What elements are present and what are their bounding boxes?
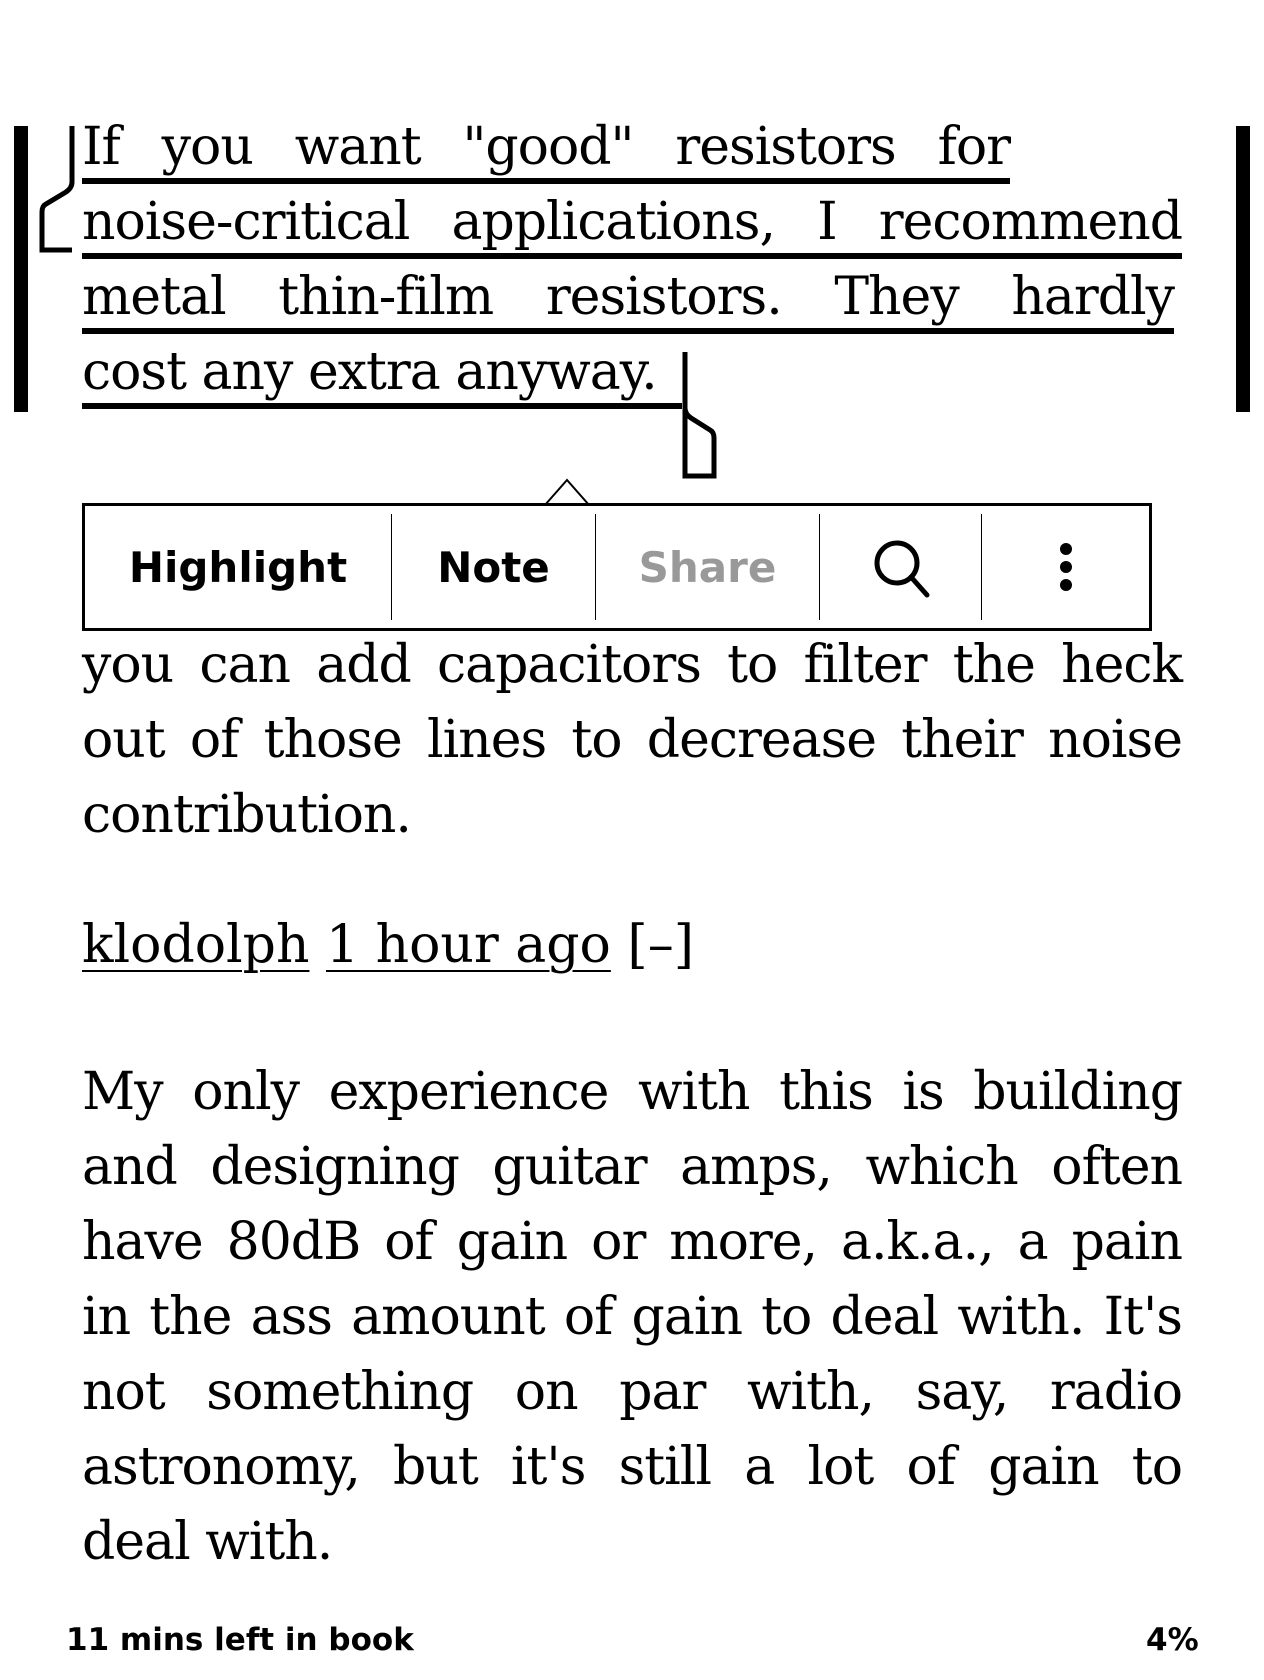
body-paragraph-visible[interactable]: you can add capacitors to filter the heck out of those lines to decrease their noise contribution. bbox=[82, 635, 1182, 845]
search-button[interactable] bbox=[820, 514, 982, 620]
selection-start-handle[interactable] bbox=[38, 126, 80, 256]
highlight-button[interactable]: Highlight bbox=[85, 514, 392, 620]
selected-paragraph[interactable] bbox=[82, 110, 1182, 410]
search-icon bbox=[869, 535, 933, 599]
progress-percent[interactable]: 4% bbox=[1146, 1622, 1199, 1658]
author-link[interactable]: klodolph bbox=[82, 915, 310, 975]
more-options-button[interactable] bbox=[982, 514, 1149, 620]
more-vertical-icon bbox=[1058, 542, 1074, 592]
collapse-toggle[interactable]: [–] bbox=[627, 915, 694, 975]
note-button[interactable]: Note bbox=[392, 514, 596, 620]
selection-end-handle[interactable] bbox=[680, 352, 722, 482]
comment-body[interactable]: My only experience with this is building and designing guitar amps, which often have 80dB of gain or more, a.k.a., a pain in the ass amount of gain to deal with. It's not something on par with, say, radio astronomy, but it's still a lot of gain to deal with. bbox=[82, 1062, 1182, 1572]
selection-popup-menu bbox=[82, 503, 1152, 631]
right-margin-bar bbox=[1236, 126, 1250, 412]
timestamp-link[interactable]: 1 hour ago bbox=[325, 915, 611, 975]
share-button[interactable]: Share bbox=[596, 514, 820, 620]
comment-meta bbox=[82, 915, 694, 975]
selected-line[interactable]: cost any extra anyway. bbox=[82, 335, 1182, 410]
selected-line[interactable]: metal thin-film resistors. They hardly bbox=[82, 260, 1182, 335]
selected-line[interactable]: noise-critical applications, I recommend bbox=[82, 185, 1182, 260]
popup-pointer bbox=[545, 478, 589, 506]
selected-line[interactable]: If you want "good" resistors for bbox=[82, 110, 1182, 185]
time-left-indicator[interactable]: 11 mins left in book bbox=[66, 1622, 414, 1658]
left-margin-bar bbox=[14, 126, 28, 412]
